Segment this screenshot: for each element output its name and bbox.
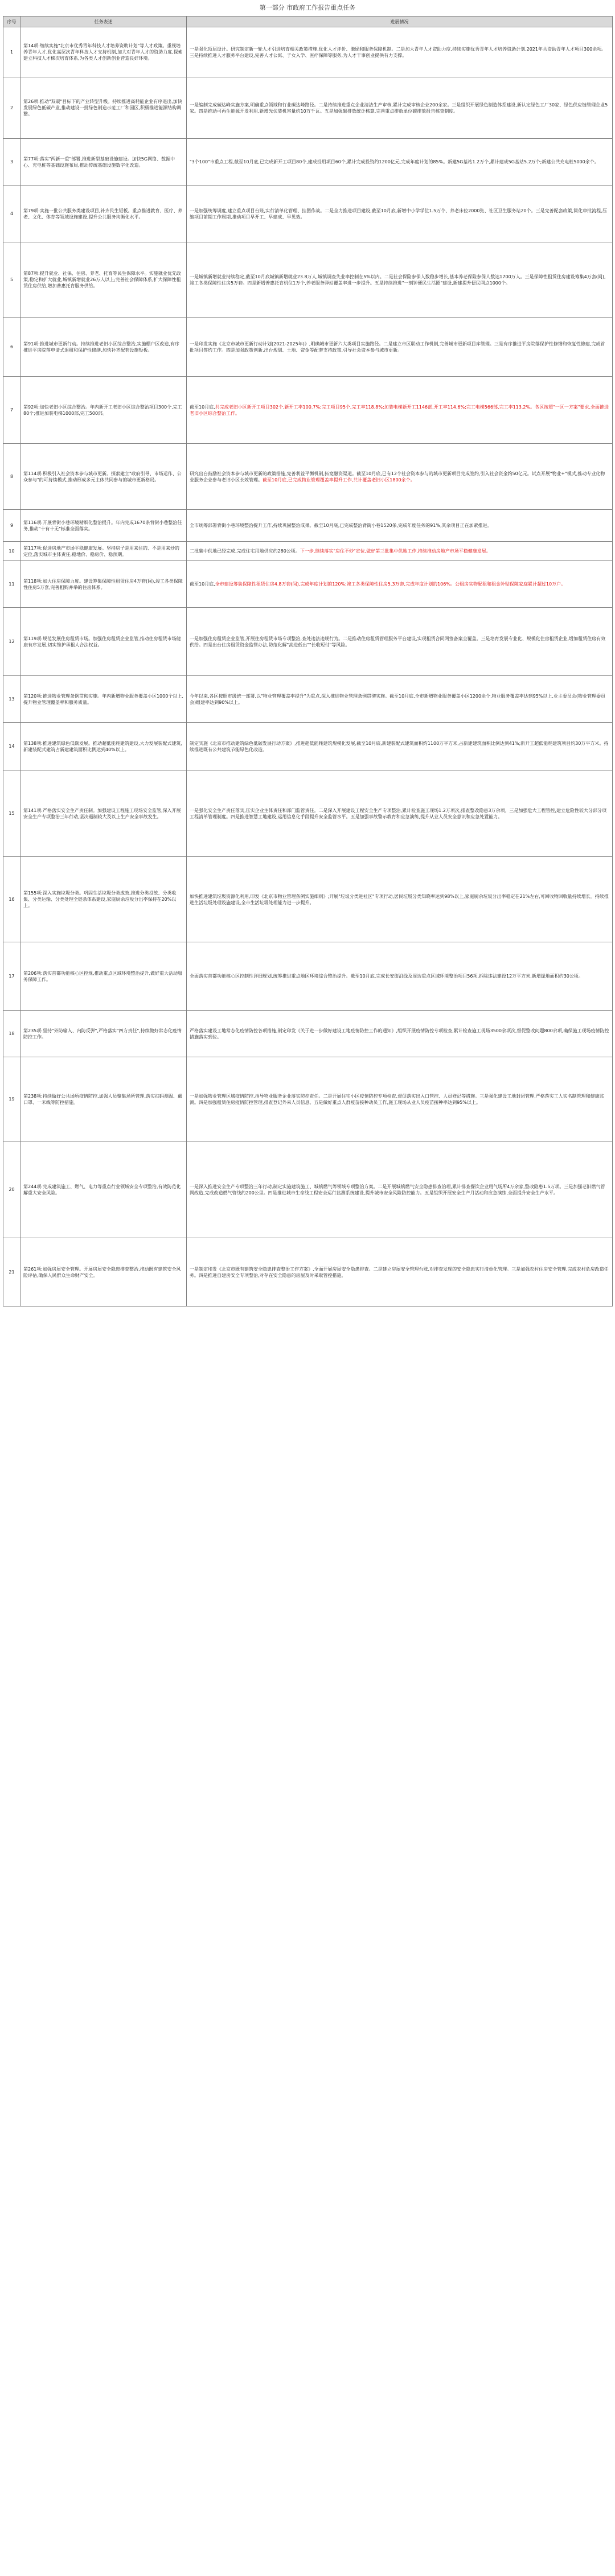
row-number: 19 xyxy=(3,1057,20,1141)
column-header-progress: 进展情况 xyxy=(187,17,613,27)
progress-cell xyxy=(187,318,613,377)
progress-cell xyxy=(187,723,613,770)
progress-text: 研究出台鼓励社会资本参与城市更新的政策措施,完善利益平衡机制,拓宽融资渠道。截至10月底,已有12个社会资本参与的城市更新项目完成签约,引入社会资金约50亿元。试点开展"物业+"模式,推动专业化物业服务企业参与老旧小区长效管理。 xyxy=(190,471,605,483)
table-row xyxy=(3,857,613,942)
task-description: 第26项:推动"双碳"目标下的产业转型升级。持续推进高耗能企业有序退出,加快发展绿色低碳产业,推动建设一批绿色制造示范工厂和园区,积极推进能源结构调整。 xyxy=(20,77,187,139)
table-header-row xyxy=(3,17,613,27)
progress-highlight-text: 下一步,继续落实"房住不炒"定位,做好第三批集中供地工作,持续推动房地产市场平稳健康发展。 xyxy=(300,549,491,554)
table-row xyxy=(3,676,613,723)
task-description: 第114项:积极引入社会资本参与城市更新。探索建立"政府引导、市场运作、公众参与"的可持续模式,推动形成多元主体共同参与的城市更新格局。 xyxy=(20,444,187,510)
progress-text: 截至10月底, xyxy=(190,582,215,587)
progress-cell xyxy=(187,1141,613,1238)
table-row xyxy=(3,444,613,510)
row-number: 8 xyxy=(3,444,20,510)
task-description: 第206项:落实首都功能核心区控规,推动重点区域环境整治提升,做好重大活动服务保障工作。 xyxy=(20,942,187,1011)
row-number: 17 xyxy=(3,942,20,1011)
row-number: 16 xyxy=(3,857,20,942)
row-number: 5 xyxy=(3,242,20,318)
progress-cell xyxy=(187,1057,613,1141)
progress-text: 全面落实首都功能核心区控制性详细规划,统筹推进重点地区环境综合整治提升。截至10月底,完成长安街沿线及周边重点区域环境整治项目56项,拆除违法建设12万平方米,新增绿地面积约30公顷。 xyxy=(190,974,583,979)
progress-cell xyxy=(187,377,613,444)
progress-text: 一是编制完成碳达峰实施方案,明确重点领域和行业碳达峰路径。二是持续推进重点企业清洁生产审核,累计完成审核企业200余家。三是组织开展绿色制造体系建设,新认定绿色工厂30家、绿色供应链管理企业5家。四是推动可再生能源开发利用,新增光伏装机容量约10万千瓦。五是加强碳排放统计核算,完善重点排放单位碳排放报告核查制度。 xyxy=(190,102,608,114)
task-description: 第235项:坚持"外防输入、内防反弹",严格落实"四方责任",持续做好常态化疫情防控工作。 xyxy=(20,1011,187,1057)
row-number: 7 xyxy=(3,377,20,444)
progress-highlight-text: 截至10月底,已完成物业管理覆盖率提升工作,共计覆盖老旧小区1800余个。 xyxy=(263,477,415,483)
progress-text: "3个100"市重点工程,截至10月底,已完成新开工项目80个,建成投用项目60个,累计完成投资约1200亿元,完成年度计划的85%。新建5G基站1.2万个,累计建成5G基站5.2万个;新建公共充电桩5000余个。 xyxy=(190,159,599,164)
task-description: 第91项:推进城市更新行动。持续推进老旧小区综合整治,实施棚户区改造,有序推进平房院落申请式退租和保护性修缮,加快补齐配套设施短板。 xyxy=(20,318,187,377)
progress-cell xyxy=(187,186,613,242)
table-row xyxy=(3,770,613,857)
row-number: 14 xyxy=(3,723,20,770)
row-number: 2 xyxy=(3,77,20,139)
progress-cell xyxy=(187,242,613,318)
progress-text: 加快推进建筑垃圾资源化利用,印发《北京市物业管理条例实施细则》;开展"垃圾分类进社区"专项行动,居民垃圾分类知晓率达到98%以上,家庭厨余垃圾分出率稳定在21%左右,可回收物回收量持续增长。持续推进生活垃圾处理设施建设,全市生活垃圾处理能力进一步提升。 xyxy=(190,893,609,905)
task-description: 第120项:推进物业管理条例贯彻实施。年内新增物业服务覆盖小区1000个以上,提升物业管理覆盖率和服务质量。 xyxy=(20,676,187,723)
row-number: 3 xyxy=(3,139,20,186)
table-row xyxy=(3,561,613,608)
table-row xyxy=(3,27,613,77)
progress-cell xyxy=(187,942,613,1011)
table-row xyxy=(3,942,613,1011)
task-description: 第79项:实施一批公共服务类建设项目,补齐民生短板。重点推进教育、医疗、养老、文化、体育等领域设施建设,提升公共服务均衡化水平。 xyxy=(20,186,187,242)
task-description: 第244项:完成建筑施工、燃气、电力等重点行业领域安全专项整治,有效防范化解重大安全风险。 xyxy=(20,1141,187,1238)
row-number: 21 xyxy=(3,1238,20,1306)
progress-cell xyxy=(187,77,613,139)
row-number: 9 xyxy=(3,510,20,542)
progress-text: 一是加强物业管理区域疫情防控,指导物业服务企业落实防控责任。二是开展住宅小区疫情防控专项检查,督促落实出入口管控、人员登记等措施。三是强化建设工地封闭管理,严格落实工人实名制管理和健康监测。四是加强租赁住房疫情防控管理,排查登记外来人员信息。五是做好重点人群疫苗接种动员工作,施工现场从业人员疫苗接种率达到95%以上。 xyxy=(190,1093,604,1105)
progress-text: 一是强化安全生产责任落实,压实企业主体责任和部门监管责任。二是深入开展建设工程安全生产专项整治,累计检查施工现场1.2万项次,排查整改隐患3万余项。三是加强危大工程管控,建立危险性较大分部分项工程清单管理制度。四是推进智慧工地建设,运用信息化手段提升安全监管水平。五是加强事故警示教育和应急演练,提升从业人员安全意识和应急处置能力。 xyxy=(190,807,606,819)
table-body xyxy=(3,27,613,1306)
column-header-number: 序号 xyxy=(3,17,20,27)
progress-cell xyxy=(187,542,613,561)
table-row xyxy=(3,608,613,676)
table-row xyxy=(3,510,613,542)
table-row xyxy=(3,242,613,318)
table-row xyxy=(3,1011,613,1057)
task-description: 第92项:加快老旧小区综合整治。年内新开工老旧小区综合整治项目300个,完工80个;推进加装电梯1000部,完工500部。 xyxy=(20,377,187,444)
table-row xyxy=(3,1057,613,1141)
progress-cell xyxy=(187,561,613,608)
progress-highlight-text: 全市建设筹集保障性租赁住房4.8万套(间),完成年度计划的120%;竣工各类保障性住房5.3万套,完成年度计划的106%。公租房实物配租和租金补贴保障家庭累计超过10万户。 xyxy=(215,582,566,587)
table-row xyxy=(3,186,613,242)
task-description: 第87项:提升就业、社保、住房、养老、托育等民生保障水平。实施就业优先政策,稳定和扩大就业,城镇新增就业26万人以上;完善社会保障体系,扩大保障性租赁住房供给,增加普惠托育服务供给。 xyxy=(20,242,187,318)
progress-text: 全市统筹部署背街小巷环境整治提升工作,持续巩固整治成果。截至10月底,已完成整治背街小巷1520条,完成年度任务的91%,其余项目正在加紧推进。 xyxy=(190,523,492,528)
task-description: 第14项:继续实施"北京市优秀青年科技人才培养资助计划"等人才政策。重视培养青年人才,优化高层次青年科技人才支持机制,加大对青年人才的资助力度,探索建立科技人才梯次培育体系,为各类人才创新创业营造良好环境。 xyxy=(20,27,187,77)
progress-cell xyxy=(187,857,613,942)
row-number: 4 xyxy=(3,186,20,242)
table-row xyxy=(3,723,613,770)
progress-text: 一是加强统筹调度,建立重点项目台账,实行清单化管理、挂图作战。二是全力推进项目建设,截至10月底,新增中小学学位1.5万个、养老床位2000张、社区卫生服务站20个。三是完善配套政策,简化审批流程,压缩项目前期工作周期,推动项目早开工、早建成、早见效。 xyxy=(190,208,607,220)
progress-text: 严格落实建设工地常态化疫情防控各项措施,制定印发《关于进一步做好建设工地疫情防控工作的通知》,组织开展疫情防控专项检查,累计检查施工现场3500余项次,督促整改问题800余项,确保施工现场疫情防控措施落实到位。 xyxy=(190,1028,609,1040)
row-number: 13 xyxy=(3,676,20,723)
progress-text: 一是深入推进安全生产专项整治三年行动,制定实施建筑施工、城镇燃气等领域专项整治方案。二是开展城镇燃气安全隐患排查治理,累计排查餐饮企业用气场所4万余家,整改隐患1.5万项。三是加强老旧燃气管网改造,完成改造燃气管线约200公里。四是推进城市生命线工程安全运行监测系统建设,提升城市安全风险防控能力。五是组织开展安全生产月活动和应急演练,全面提升安全生产水平。 xyxy=(190,1184,605,1196)
task-description: 第119项:规范发展住房租赁市场。加强住房租赁企业监管,推动住房租赁市场健康有序发展,切实维护承租人合法权益。 xyxy=(20,608,187,676)
row-number: 10 xyxy=(3,542,20,561)
progress-cell xyxy=(187,510,613,542)
task-description: 第238项:持续做好公共场所疫情防控,加强人员聚集场所管理,落实扫码测温、戴口罩、一米线等防控措施。 xyxy=(20,1057,187,1141)
task-description: 第116项:开展背街小巷环境精细化整治提升。年内完成1670条背街小巷整治任务,推动"十有十无"标准全面落实。 xyxy=(20,510,187,542)
progress-cell xyxy=(187,444,613,510)
row-number: 11 xyxy=(3,561,20,608)
task-description: 第141项:严格落实安全生产责任制。加强建设工程施工现场安全监管,深入开展安全生产专项整治三年行动,坚决遏制较大及以上生产安全事故发生。 xyxy=(20,770,187,857)
progress-cell xyxy=(187,139,613,186)
progress-cell xyxy=(187,27,613,77)
page-title: 第一部分 市政府工作报告重点任务 xyxy=(259,4,356,11)
progress-text: 一是制定印发《北京市既有建筑安全隐患排查整治工作方案》,全面开展房屋安全隐患排查。二是建立房屋安全管理台账,对排查发现的安全隐患实行清单化管理。三是加强农村住房安全管理,完成农村危房改造任务。四是推进自建房安全专项整治,对存在安全隐患的房屋及时采取管控措施。 xyxy=(190,1266,609,1278)
progress-text: 一是印发实施《北京市城市更新行动计划(2021-2025年)》,明确城市更新六大类项目实施路径。二是建立市区联动工作机制,完善城市更新项目库管理。三是有序推进平房院落保护性修缮和恢复性修建,完成首批项目签约工作。四是加强政策创新,出台规划、土地、资金等配套支持政策,引导社会资本参与城市更新。 xyxy=(190,341,605,353)
progress-text: 一是强化顶层设计。研究制定新一轮人才引进培育相关政策措施,优化人才评价、激励和服务保障机制。二是加大青年人才资助力度,持续实施优秀青年人才培养资助计划,2021年共资助青年人才项目300余项。三是持续推进人才服务平台建设,完善人才公寓、子女入学、医疗保障等服务,为人才干事创业提供有力支撑。 xyxy=(190,46,606,58)
progress-text: 一是城镇新增就业持续稳定,截至10月底城镇新增就业23.8万人,城镇调查失业率控制在5%以内。二是社会保险参保人数稳步增长,基本养老保险参保人数达1700万人。三是保障性租赁住房建设筹集4万套(间),竣工各类保障性住房5万套。四是新增普惠托育机位1万个,养老服务驿站覆盖率进一步提升。五是持续推进"一刻钟便民生活圈"建设,新建提升便民网点1000个。 xyxy=(190,274,606,286)
progress-highlight-text: 共完成老旧小区新开工项目302个,新开工率100.7%;完工项目95个,完工率118.8%;加装电梯新开工1146部,开工率114.6%;完工电梯566部,完工率113.2%。各区按照"一区一方案"要求,全面推进老旧小区综合整治工作。 xyxy=(190,404,609,416)
table-row xyxy=(3,318,613,377)
progress-cell xyxy=(187,770,613,857)
progress-text: 截至10月底, xyxy=(190,404,215,410)
row-number: 20 xyxy=(3,1141,20,1238)
progress-cell xyxy=(187,608,613,676)
task-description: 第261项:加强房屋安全管理。开展房屋安全隐患排查整治,推动既有建筑安全风险评估,确保人民群众生命财产安全。 xyxy=(20,1238,187,1306)
task-description: 第117项:促进房地产市场平稳健康发展。坚持房子是用来住的、不是用来炒的定位,落实城市主体责任,稳地价、稳房价、稳预期。 xyxy=(20,542,187,561)
table-row xyxy=(3,139,613,186)
row-number: 18 xyxy=(3,1011,20,1057)
progress-text: 制定实施《北京市推动建筑绿色低碳发展行动方案》,推进超低能耗建筑规模化发展,截至10月底,新建装配式建筑面积约1100万平方米,占新建建筑面积比例达到41%;新开工超低能耗建筑项目约30万平方米。持续推进既有公共建筑节能绿色化改造。 xyxy=(190,740,609,752)
progress-cell xyxy=(187,1011,613,1057)
progress-text: 一是加强住房租赁企业监管,开展住房租赁市场专项整治,查处违法违规行为。二是推动住房租赁管理服务平台建设,实现租赁合同网签备案全覆盖。三是培育发展专业化、规模化住房租赁企业,增加租赁住房有效供给。四是出台住房租赁资金监管办法,防范化解"高进低出""长收短付"等风险。 xyxy=(190,636,606,648)
row-number: 15 xyxy=(3,770,20,857)
column-header-task: 任务表述 xyxy=(20,17,187,27)
row-number: 12 xyxy=(3,608,20,676)
progress-cell xyxy=(187,1238,613,1306)
task-description: 第118项:加大住房保障力度。建设筹集保障性租赁住房4万套(间),竣工各类保障性住房5万套,完善租购并举的住房体系。 xyxy=(20,561,187,608)
table-row xyxy=(3,77,613,139)
row-number: 1 xyxy=(3,27,20,77)
table-row xyxy=(3,542,613,561)
task-description: 第138项:推进建筑绿色低碳发展。推动超低能耗建筑建设,大力发展装配式建筑,新建装配式建筑占新建建筑面积比例达到40%以上。 xyxy=(20,723,187,770)
progress-text: 二批集中供地已经完成,完成住宅用地供应约280公顷。 xyxy=(190,549,300,554)
row-number: 6 xyxy=(3,318,20,377)
task-description: 第77项:落实"两新一重"部署,推进新型基础设施建设。加快5G网络、数据中心、充电桩等基础设施布局,推动传统基础设施数字化改造。 xyxy=(20,139,187,186)
progress-cell xyxy=(187,676,613,723)
table-row xyxy=(3,1141,613,1238)
task-table xyxy=(3,16,613,1306)
table-row xyxy=(3,1238,613,1306)
task-description: 第155项:深入实施垃圾分类。巩固生活垃圾分类成效,推进分类投放、分类收集、分类运输、分类处理全链条体系建设,家庭厨余垃圾分出率保持在20%以上。 xyxy=(20,857,187,942)
progress-text: 今年以来,各区按照市级统一部署,以"物业管理覆盖率提升"为重点,深入推进物业管理条例贯彻实施。截至10月底,全市新增物业服务覆盖小区1200余个,物业服务覆盖率达到95%以上,业主委员会(物业管理委员会)组建率达到90%以上。 xyxy=(190,693,606,705)
table-row xyxy=(3,377,613,444)
